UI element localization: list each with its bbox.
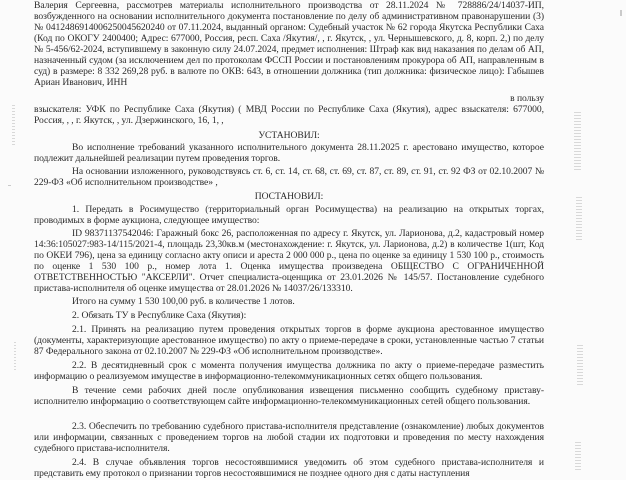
resolution-item-1: 1. Передать в Росимущество (территориальный орган Росимущества) на реализацию на открытых торгах, проводимых в форме аукциона, следующее имущество: <box>34 204 544 226</box>
claimant-paragraph: взыскателя: УФК по Республике Саха (Якутия) ( МВД России по Республике Саха (Якутия), адрес взыскателя: 677000, Россия, , , г. Якутск, , ул. Дзержинского, 16, 1, , <box>34 104 544 126</box>
scan-noise-left <box>12 105 15 145</box>
section-heading-resolved: ПОСТАНОВИЛ: <box>254 191 324 202</box>
notification-paragraph: В течение семи рабочих дней после опубликования извещения письменно сообщить судебному приставу-исполнителю информацию о соответствующем сайте информационно-телекоммуникационных сетей общего пользования. <box>34 385 544 407</box>
scan-noise-right <box>575 440 581 470</box>
section-heading-established: УСТАНОВИЛ: <box>258 130 320 141</box>
legal-basis-paragraph: На основании изложенного, руководствуясь ст. 6, ст. 14, ст. 68, ст. 69, ст. 87, ст. 89, ст. 91, ст. 92 ФЗ от 02.10.2007 № 229-ФЗ «Об исполнительном производстве» , <box>34 166 544 188</box>
intro-paragraph: Валерия Сергеевна, рассмотрев материалы исполнительного производства от 28.11.2024 № 728886/24/14037-ИП, возбужденного на основании исполнительного документа постановление по делу об административном правонарушении (3) № 0412486914006250045620240 от 07.11.2024, выданный органом: Судебный участок № 62 города Якутска Республики Саха (Код по ОКОГУ 2400400; Адрес: 677000, Россия, респ. Саха /Якутия/, , г. Якутск, , ул. Чернышевского, д. 8, корп. 2,) по делу № 5-456/62-2024, вступившему в законную силу 24.07.2024, предмет исполнения: Штраф как вид наказания по делам об АП, назначенный судом (за исключением дел по протоколам ФССП России и постановлениям прокурора об АП, направленным в суд) в размере: 8 332 269,28 руб. в валюте по ОКВ: 643, в отношении должника (тип должника: физическое лицо): Габышев Ариан Иванович, ИНН <box>34 0 544 88</box>
property-description: ID 98371137542046: Гаражный бокс 26, расположенная по адресу г. Якутск, ул. Ларионова, д.2, кадастровый номер 14:36:105027:983-14/115/2021-4, площадь 23,30кв.м (местонахождение: г. Якутск, ул. Ларионова, д.2) в количестве 1(шт, Код по ОКЕИ 796), цена за единицу согласно акту описи и ареста 2 000 000 р., цена по оценке за единицу 1 530 100 р., стоимость по оценке 1 530 100 р., номер лота 1. Оценка имущества произведена ОБЩЕСТВО С ОГРАНИЧЕННОЙ ОТВЕТСТВЕННОСТЬЮ "АКСЕРЛИ". Отчет специалиста-оценщика от 23.01.2026 № 145/57. Постановление судебного пристава-исполнителя об оценке имущества от 28.01.2026 № 14037/26/133310. <box>34 228 544 294</box>
resolution-item-2-3: 2.3. Обеспечить по требованию судебного пристава-исполнителя представление (ознакомление) любых документов или информации, связанных с проведением торгов на любой стадии их подготовки и проведения по месту нахождения судебного пристава-исполнителя. <box>34 421 544 454</box>
resolution-item-2-2: 2.2. В десятидневный срок с момента получения имущества должника по акту о приеме-передаче разместить информацию о реализуемом имуществе в информационно-телекоммуникационных сетях общего пользования. <box>34 360 544 382</box>
resolution-item-2-1: 2.1. Принять на реализацию путем проведения открытых торгов в форме аукциона арестованное имущество (документы, характеризующие арестованное имущество) по акту о приеме-передаче в сроки, установленные частью 7 статьи 87 Федерального закона от 02.10.2007 № 229-ФЗ «Об исполнительном производстве». <box>34 324 544 357</box>
total-amount: Итого на сумму 1 530 100,00 руб. в количестве 1 лотов. <box>72 296 295 307</box>
scan-speck <box>8 185 11 186</box>
resolution-item-2-4: 2.4. В случае объявления торгов несостоявшимися уведомить об этом судебного пристава-исполнителя и представить ему протокол о признании торгов несостоявшимися не позднее одного дня с даты наступления <box>34 457 544 479</box>
scan-speck <box>620 10 622 16</box>
scan-noise-right <box>574 110 581 170</box>
scan-noise-right <box>577 345 583 385</box>
resolution-item-2: 2. Обязать ТУ в Республике Саха (Якутия): <box>72 310 247 321</box>
scan-noise-left <box>14 340 16 370</box>
scan-noise-right <box>576 195 582 240</box>
established-paragraph: Во исполнение требований указанного исполнительного документа 28.11.2025 г. арестовано имущество, которое подлежит дальнейшей реализации путем проведения торгов. <box>34 142 544 164</box>
in-favor-of-text: в пользу <box>510 93 544 104</box>
